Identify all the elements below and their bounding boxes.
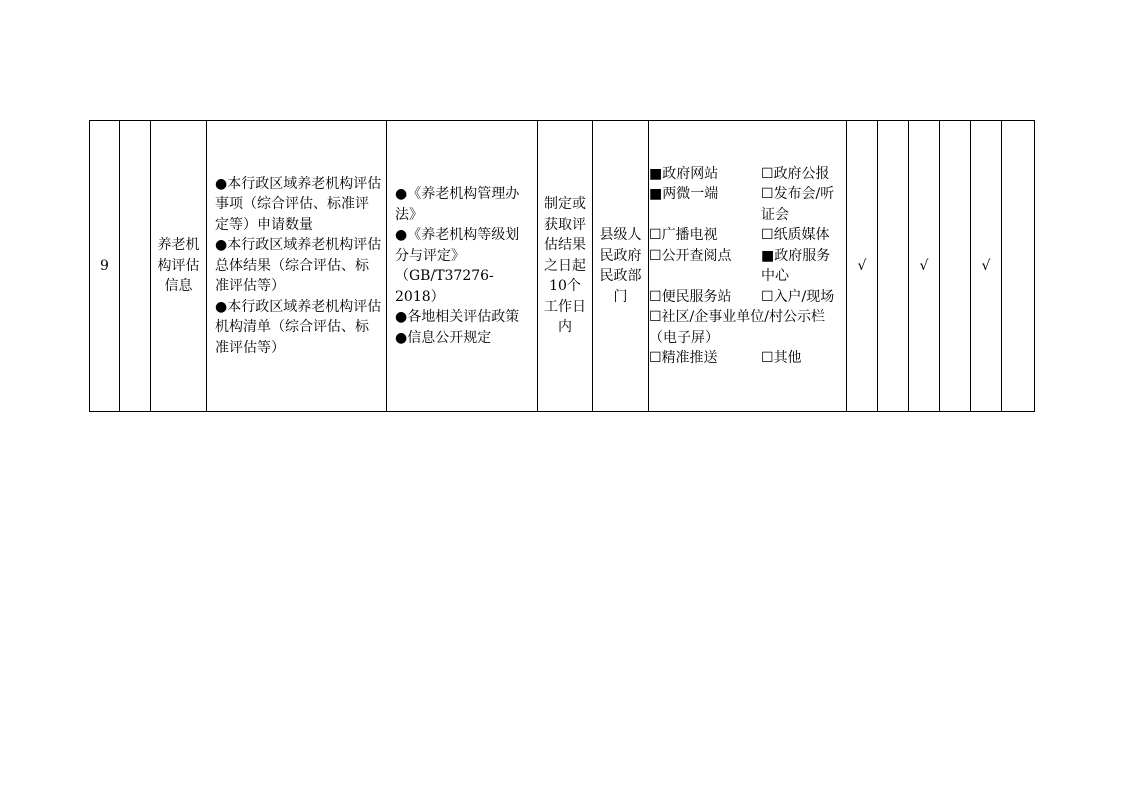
channel-option	[761, 246, 835, 287]
empty-cell	[120, 121, 151, 412]
channel-row	[649, 348, 835, 369]
empty-checkbox-icon: ☐	[761, 165, 774, 182]
channel-label: 政府公报	[773, 165, 830, 182]
channel-label: 其他	[773, 350, 802, 366]
empty-checkbox-icon: ☐	[761, 350, 774, 366]
check-cell	[878, 121, 909, 412]
time-limit: 制定或获取评估结果之日起10个工作日内	[538, 121, 593, 412]
basis-line: ●《养老机构等级划分与评定》（GB/T37276-2018）	[395, 227, 520, 305]
channel-label: 便民服务站	[661, 288, 732, 305]
channel-option	[649, 184, 761, 225]
disclosure-content	[207, 121, 387, 412]
channel-option	[649, 287, 761, 308]
empty-checkbox-icon: ☐	[649, 288, 662, 305]
channel-option	[649, 164, 761, 185]
basis-line: ●各地相关评估政策	[395, 309, 520, 325]
channel-label: 纸质媒体	[773, 227, 830, 243]
check-cell: √	[847, 121, 878, 412]
check-cell: √	[971, 121, 1002, 412]
channel-label: 入户/现场	[773, 288, 835, 305]
channel-row	[649, 184, 835, 225]
item-name: 养老机构评估信息	[151, 121, 207, 412]
content-line: ●本行政区域养老机构评估事项（综合评估、标准评定等）申请数量	[215, 175, 382, 233]
channel-option	[761, 287, 835, 308]
channel-label: 公开查阅点	[661, 247, 732, 264]
channel-label: 政府服务中心	[761, 247, 831, 284]
channel-row	[649, 225, 835, 246]
channel-label: 广播电视	[661, 227, 718, 243]
channel-option	[761, 225, 835, 246]
disclosure-subject: 县级人民政府民政部门	[593, 121, 649, 412]
channel-row	[649, 246, 835, 287]
channel-option	[649, 225, 761, 246]
content-line: ●本行政区域养老机构评估总体结果（综合评估、标准评估等）	[215, 237, 382, 295]
channel-option	[649, 246, 761, 287]
check-cell	[1002, 121, 1035, 412]
disclosure-basis	[387, 121, 538, 412]
empty-checkbox-icon: ☐	[761, 227, 774, 243]
filled-checkbox-icon: ■	[649, 165, 663, 182]
empty-checkbox-icon: ☐	[649, 350, 662, 366]
basis-line: ●《养老机构管理办法》	[395, 186, 520, 223]
channel-option	[649, 348, 761, 369]
table-row	[90, 121, 1035, 412]
channel-label: 政府网站	[662, 165, 719, 182]
filled-checkbox-icon: ■	[761, 247, 775, 264]
channel-label: 精准推送	[661, 350, 718, 366]
channel-row	[649, 164, 835, 185]
channel-row	[649, 287, 835, 308]
channel-option	[761, 348, 835, 369]
channel-option	[761, 184, 835, 225]
channel-label: 发布会/听证会	[761, 186, 835, 223]
check-cell	[940, 121, 971, 412]
basis-line: ●信息公开规定	[395, 329, 492, 346]
check-cell: √	[909, 121, 940, 412]
channel-option	[761, 164, 835, 185]
filled-checkbox-icon: ■	[649, 186, 663, 202]
empty-checkbox-icon: ☐	[761, 186, 774, 202]
channel-option-wide: ☐社区/企事业单位/村公示栏（电子屏）	[649, 309, 825, 346]
content-line: ●本行政区域养老机构评估机构清单（综合评估、标准评估等）	[215, 298, 382, 356]
row-index: 9	[90, 121, 120, 412]
empty-checkbox-icon: ☐	[649, 227, 662, 243]
empty-checkbox-icon: ☐	[649, 247, 662, 264]
channel-label: 两微一端	[662, 186, 719, 202]
disclosure-table	[89, 120, 1035, 412]
disclosure-channels	[649, 121, 847, 412]
empty-checkbox-icon: ☐	[761, 288, 774, 305]
